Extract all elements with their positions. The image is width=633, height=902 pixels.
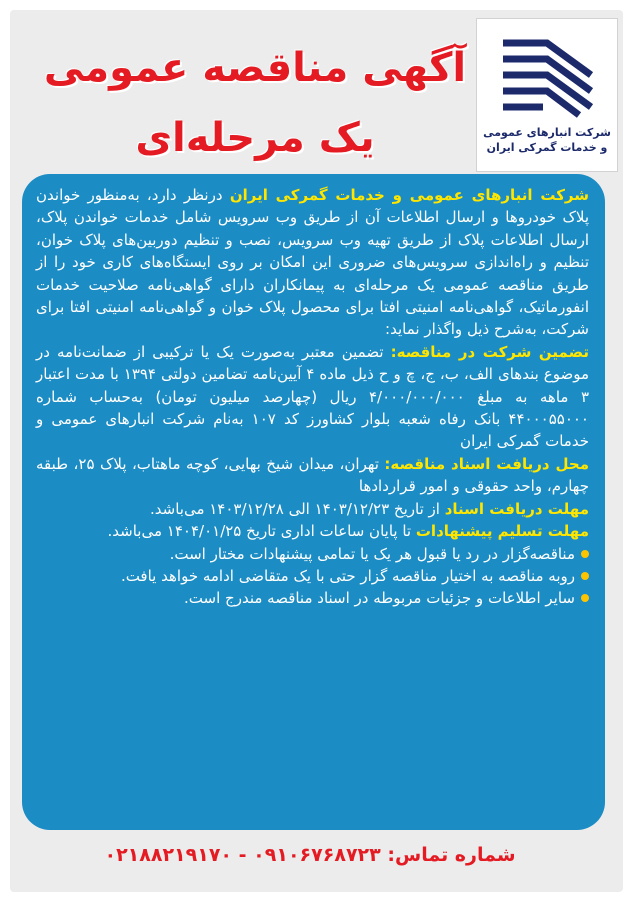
- intro-text: درنظر دارد، به‌منظور خواندن پلاک خودروها و ارسال اطلاعات آن از طریق وب سرویس شامل خدمات خواندن پلاک، ارسال اطلاعات پلاک از طریق تهیه وب سرویس، نصب و تنظیم دوربین‌های پلاک خوان، تنظیم و راه‌اندازی سرویس‌های ضروری این امکان بر روی ایستگاه‌های کاری خود را از طریق مناقصه عمومی یک مرحله‌ای به پیمانکاران دارای گواهی‌نامه صلاحیت خدمات انفورماتیک، گواهی‌نامه امنیتی افتا برای محصول پلاک خوان و گواهی‌نامه امنیتی افتا برای شرکت، به‌شرح ذیل واگذار نماید:: [36, 186, 589, 339]
- note-item: سایر اطلاعات و جزئیات مربوطه در اسناد مناقصه مندرج است.: [36, 587, 589, 609]
- company-name: شرکت انبارهای عمومی و خدمات گمرکی ایران: [229, 186, 589, 204]
- documents-deadline-text: از تاریخ ۱۴۰۳/۱۲/۲۳ الی ۱۴۰۳/۱۲/۲۸ می‌باشد.: [149, 499, 445, 518]
- guarantee-label: تضمین شرکت در مناقصه:: [390, 342, 589, 361]
- documents-place-label: محل دریافت اسناد مناقصه:: [384, 454, 589, 473]
- note-item: مناقصه‌گزار در رد یا قبول هر یک یا تمامی پیشنهادات مختار است.: [36, 543, 589, 565]
- notes-list: [36, 543, 589, 610]
- contact-label: شماره تماس:: [387, 844, 516, 866]
- guarantee-text: تضمین معتبر به‌صورت یک یا ترکیبی از ضمانت‌نامه در موضوع بندهای الف، ب، ج، چ و ح ذیل ماده ۴ آیین‌نامه تضامین دولتی ۱۳۹۴ با مدت اعتبار ۳ ماهه به مبلغ ۴/۰۰۰/۰۰۰/۰۰۰ ریال (چهارصد میلیون تومان) به‌حساب شماره ۴۴۰۰۰۵۵۰۰۰ بانک رفاه شعبه بلوار کشاورز کد ۱۰۷ به‌نام شرکت انبارهای عمومی و خدمات گمرکی ایران: [36, 342, 589, 451]
- company-logo-block: [476, 18, 618, 172]
- proposal-deadline-label: مهلت تسلیم پیشنهادات: [415, 522, 589, 541]
- stacked-chevrons-logo-icon: [499, 35, 595, 123]
- documents-place-paragraph: [36, 453, 589, 498]
- proposal-deadline-text: تا پایان ساعات اداری تاریخ ۱۴۰۴/۰۱/۲۵ می‌باشد.: [107, 522, 416, 541]
- documents-deadline-paragraph: [36, 498, 589, 520]
- logo-caption-line2: و خدمات گمرکی ایران: [486, 141, 608, 154]
- announcement-body: [22, 174, 605, 830]
- logo-caption-line1: شرکت انبارهای عمومی: [483, 126, 611, 139]
- proposal-deadline-paragraph: [36, 520, 589, 542]
- title-line1: آگهی مناقصه عمومی: [43, 45, 467, 91]
- intro-paragraph: [36, 184, 589, 341]
- contact-line: [60, 840, 560, 870]
- title-line2: یک مرحله‌ای: [135, 115, 375, 161]
- documents-deadline-label: مهلت دریافت اسناد: [444, 499, 589, 518]
- documents-place-text: تهران، میدان شیخ بهایی، کوچه ماهتاب، پلاک ۲۵، طبقه چهارم، واحد حقوقی و امور قراردادها: [36, 454, 589, 496]
- logo-caption: [481, 125, 613, 155]
- note-item: روبه مناقصه به اختیار مناقصه گزار حتی با یک متقاضی ادامه خواهد یافت.: [36, 565, 589, 587]
- guarantee-paragraph: [36, 341, 589, 453]
- contact-phones: ۰۹۱۰۶۷۶۸۷۲۳ - ۰۲۱۸۸۲۱۹۱۷۰: [104, 844, 381, 866]
